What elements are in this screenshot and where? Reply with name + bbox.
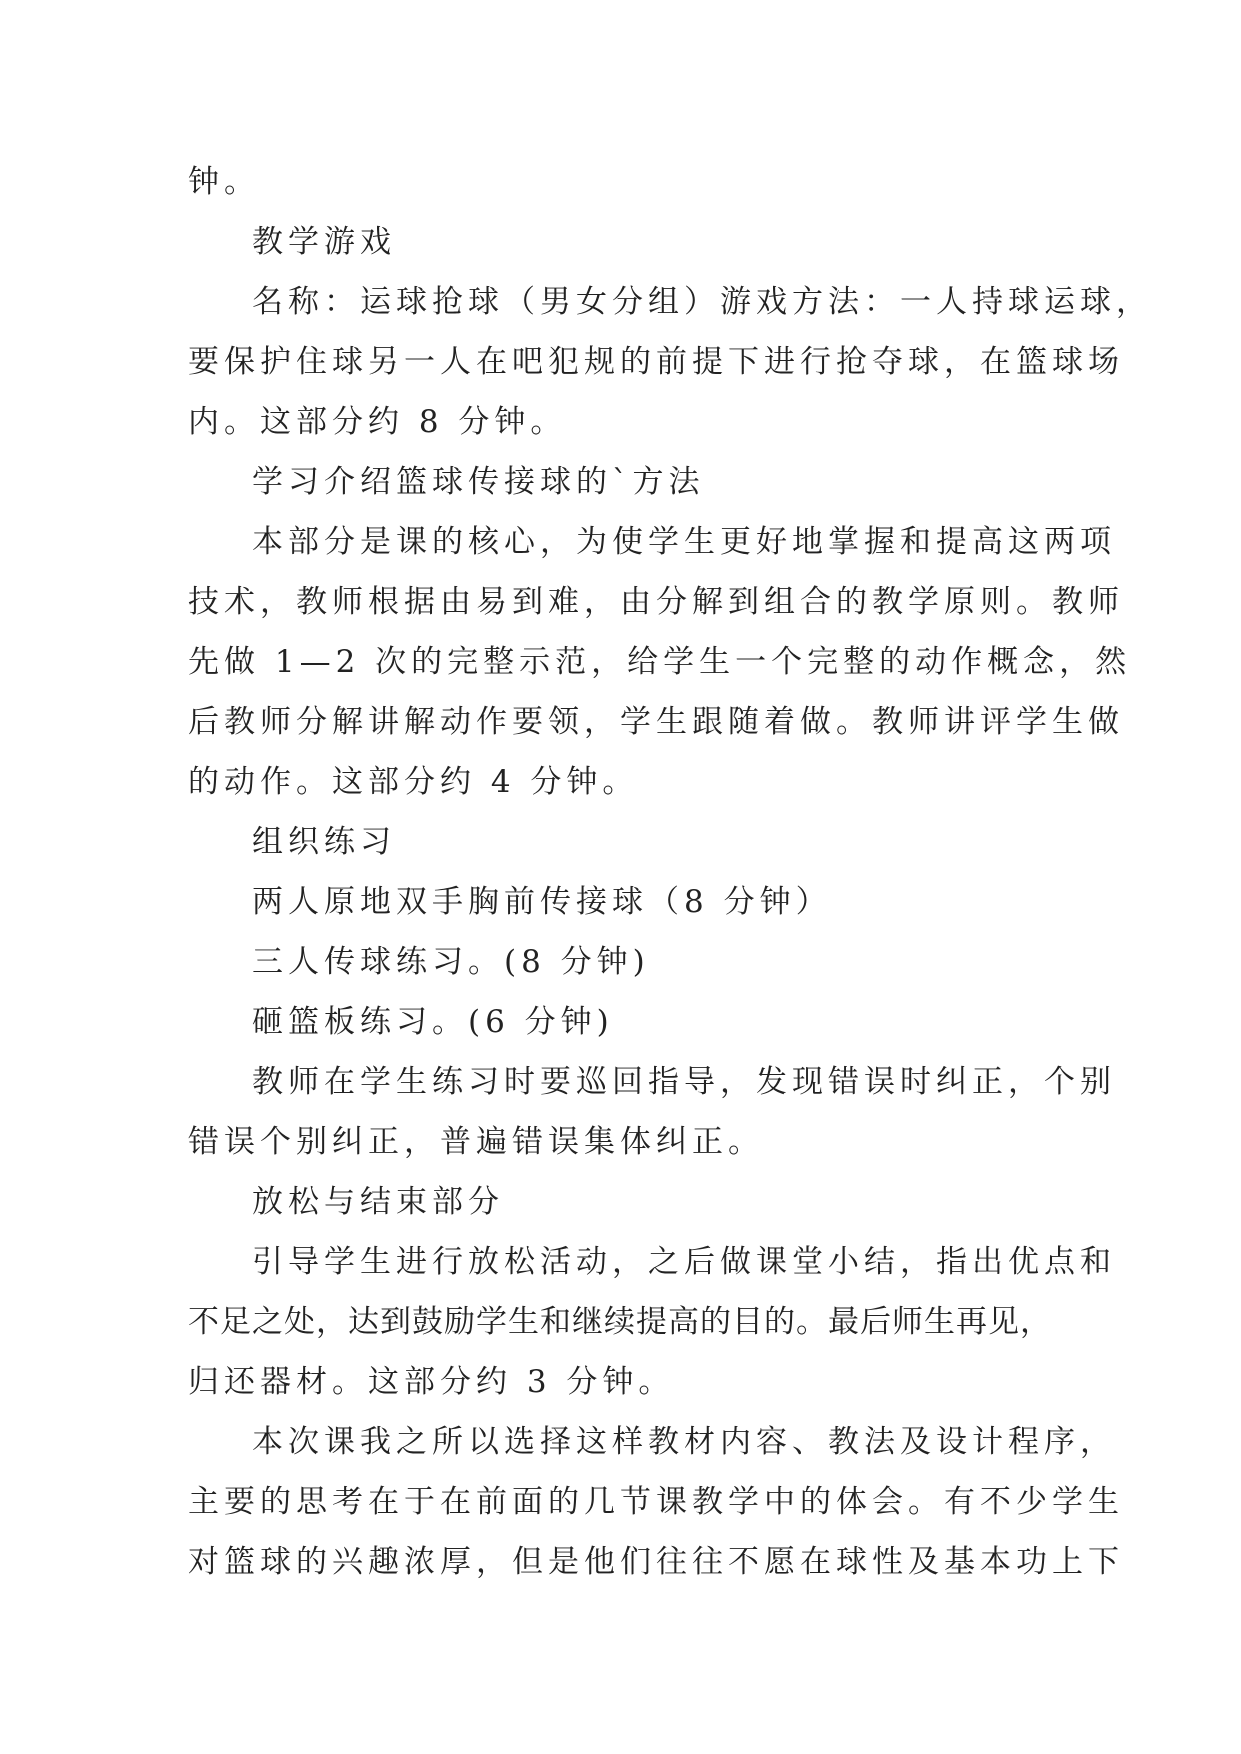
text-line: 教师在学生练习时要巡回指导，发现错误时纠正，个别	[252, 1064, 1116, 1100]
practice-item: 砸篮板练习。(6 分钟)	[252, 1004, 614, 1040]
text-line: 名称：运球抢球（男女分组）游戏方法：一人持球运球，	[252, 284, 1152, 320]
text-line: 引导学生进行放松活动，之后做课堂小结，指出优点和	[252, 1244, 1116, 1280]
text-line: 归还器材。这部分约 3 分钟。	[188, 1364, 675, 1400]
text-line: 错误个别纠正，普遍错误集体纠正。	[188, 1124, 764, 1160]
text-line: 不足之处，达到鼓励学生和继续提高的目的。最后师生再见，	[188, 1304, 1052, 1340]
section-heading-organized-practice: 组织练习	[252, 824, 396, 860]
section-heading-relaxation-ending: 放松与结束部分	[252, 1184, 504, 1220]
text-line: 本部分是课的核心，为使学生更好地掌握和提高这两项	[252, 524, 1116, 560]
text-line: 后教师分解讲解动作要领，学生跟随着做。教师讲评学生做	[188, 704, 1124, 740]
text-line: 先做 1—2 次的完整示范，给学生一个完整的动作概念，然	[188, 644, 1132, 680]
section-heading-teaching-game: 教学游戏	[252, 224, 396, 260]
text-line: 要保护住球另一人在吧犯规的前提下进行抢夺球，在篮球场	[188, 344, 1124, 380]
practice-item: 三人传球练习。(8 分钟)	[252, 944, 650, 980]
practice-item: 两人原地双手胸前传接球（8 分钟）	[252, 884, 832, 920]
text-line: 内。这部分约 8 分钟。	[188, 404, 567, 440]
section-heading-passing-method: 学习介绍篮球传接球的`方法	[252, 464, 705, 500]
text-line: 对篮球的兴趣浓厚，但是他们往往不愿在球性及基本功上下	[188, 1544, 1124, 1580]
text-line: 技术，教师根据由易到难，由分解到组合的教学原则。教师	[188, 584, 1124, 620]
text-line: 钟。	[188, 164, 260, 200]
text-line: 本次课我之所以选择这样教材内容、教法及设计程序，	[252, 1424, 1116, 1460]
text-line: 主要的思考在于在前面的几节课教学中的体会。有不少学生	[188, 1484, 1124, 1520]
text-line: 的动作。这部分约 4 分钟。	[188, 764, 639, 800]
document-body	[188, 152, 1152, 1592]
